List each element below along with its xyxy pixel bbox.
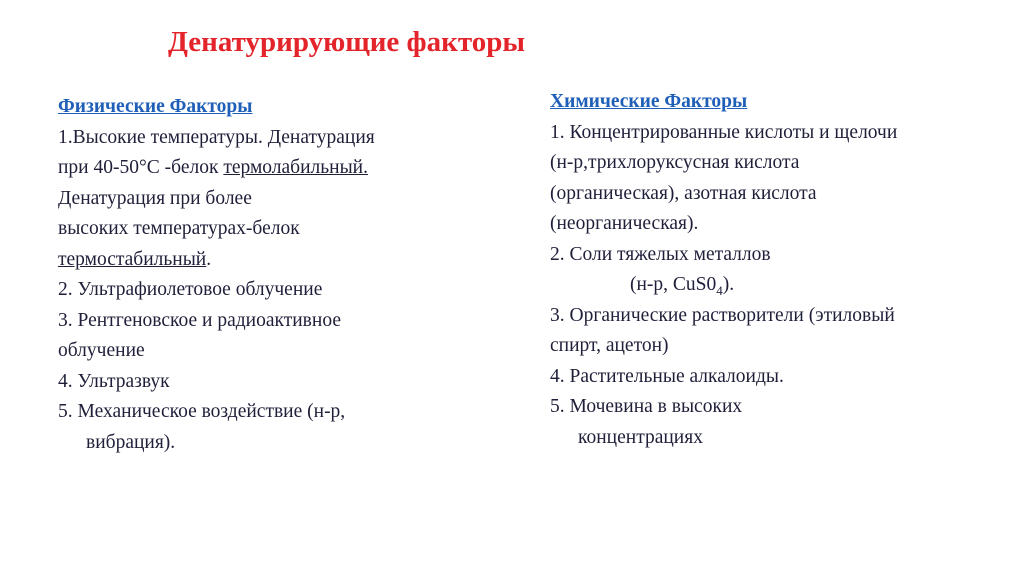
physical-line-5-period: .	[206, 248, 212, 270]
physical-line-2-text: при 40-50°С -белок	[58, 157, 224, 178]
chemical-line-4: (неорганическая).	[550, 213, 699, 234]
chemical-line-6-text: (н-р, CuS0	[630, 274, 717, 295]
thermostable-term: термостабильный	[58, 248, 207, 270]
physical-line-4: высоких температурах-белок	[58, 218, 300, 239]
physical-factors-column	[58, 92, 498, 458]
physical-line-11: вибрация).	[86, 431, 176, 453]
chemical-line-8: спирт, ацетон)	[550, 335, 669, 356]
physical-factors-heading: Физические Факторы	[58, 96, 253, 117]
chemical-line-5: 2. Соли тяжелых металлов	[550, 243, 771, 265]
chemical-line-10: 5. Мочевина в высоких	[550, 396, 743, 417]
chemical-line-11: концентрациях	[578, 426, 703, 448]
chemical-factors-column	[550, 87, 1020, 453]
thermolabile-term: термолабильный.	[223, 157, 368, 178]
physical-line-3: Денатурация при более	[58, 187, 252, 209]
physical-line-8: облучение	[58, 340, 145, 361]
physical-line-9: 4. Ультразвук	[58, 370, 170, 392]
physical-line-6: 2. Ультрафиолетовое облучение	[58, 279, 323, 300]
slide-title: Денатурирующие факторы	[168, 26, 525, 58]
chemical-line-6	[550, 270, 1020, 301]
chemical-line-2: (н-р,трихлоруксусная кислота	[550, 152, 800, 173]
chemical-line-3: (органическая), азотная кислота	[550, 182, 817, 204]
chemical-line-7: 3. Органические растворители (этиловый	[550, 304, 895, 326]
physical-line-5	[58, 245, 498, 276]
chemical-line-1: 1. Концентрированные кислоты и щелочи	[550, 121, 898, 143]
physical-line-1: 1.Высокие температуры. Денатурация	[58, 126, 375, 148]
formula-subscript: 4	[716, 282, 723, 298]
chemical-line-6-end: ).	[722, 274, 735, 295]
chemical-line-9: 4. Растительные алкалоиды.	[550, 365, 784, 387]
physical-line-2	[58, 153, 498, 184]
physical-line-10: 5. Механическое воздействие (н-р,	[58, 401, 346, 422]
chemical-factors-heading: Химические Факторы	[550, 91, 748, 112]
physical-line-7: 3. Рентгеновское и радиоактивное	[58, 309, 341, 331]
